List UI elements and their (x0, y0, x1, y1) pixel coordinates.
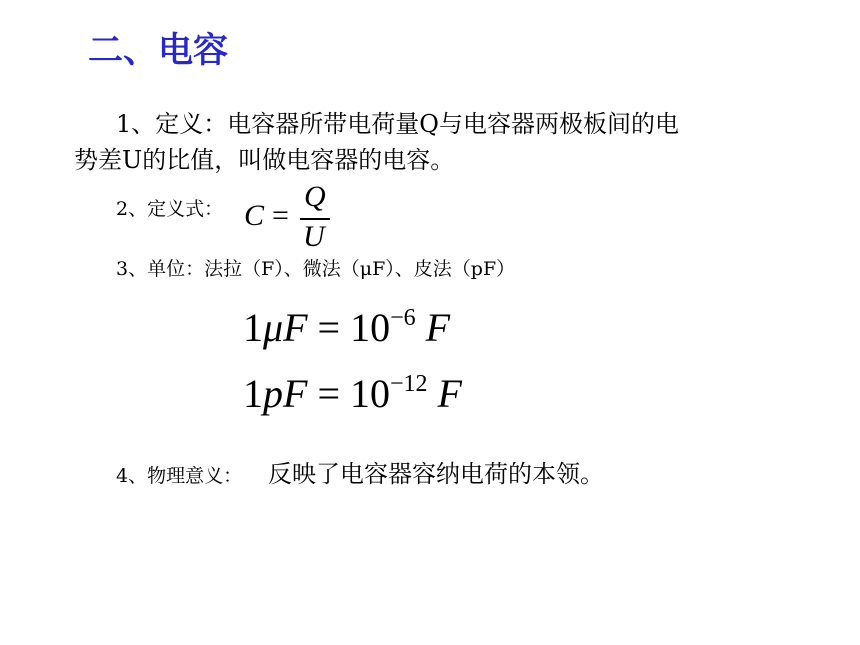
slide-title: 二、电容 (88, 31, 229, 71)
definition-line-2: 势差U的比值，叫做电容器的电容。 (74, 146, 455, 174)
micro-unit: μF (263, 305, 308, 350)
pico-coef: 1 (243, 371, 263, 416)
pico-exponent: −12 (390, 371, 428, 397)
unit-line: 3、单位：法拉（F）、微法（μF）、皮法（pF） (116, 258, 516, 280)
pico-base: 10 (350, 371, 390, 416)
micro-base: 10 (350, 305, 391, 350)
formula-equals: = (272, 199, 289, 232)
pico-equals: = (317, 371, 340, 416)
pico-rhs-unit: F (437, 371, 462, 416)
pico-unit: pF (263, 371, 308, 416)
formula-denominator: U (303, 220, 325, 253)
formula-label: 2、定义式： (116, 198, 224, 220)
meaning-text: 反映了电容器容纳电荷的本领。 (268, 460, 604, 488)
formula-lhs: C (244, 199, 265, 232)
microfarad-equation (243, 306, 450, 350)
micro-coef: 1 (243, 305, 263, 350)
picofarad-equation (243, 372, 462, 416)
meaning-label: 4、物理意义： (116, 465, 243, 487)
formula-numerator: Q (304, 180, 326, 213)
micro-equals: = (317, 305, 341, 350)
capacitance-formula (244, 180, 344, 254)
definition-line-1: 1、定义：电容器所带电荷量Q与电容器两极板间的电 (116, 110, 679, 138)
micro-rhs-unit: F (425, 305, 451, 350)
micro-exponent: −6 (390, 305, 416, 331)
